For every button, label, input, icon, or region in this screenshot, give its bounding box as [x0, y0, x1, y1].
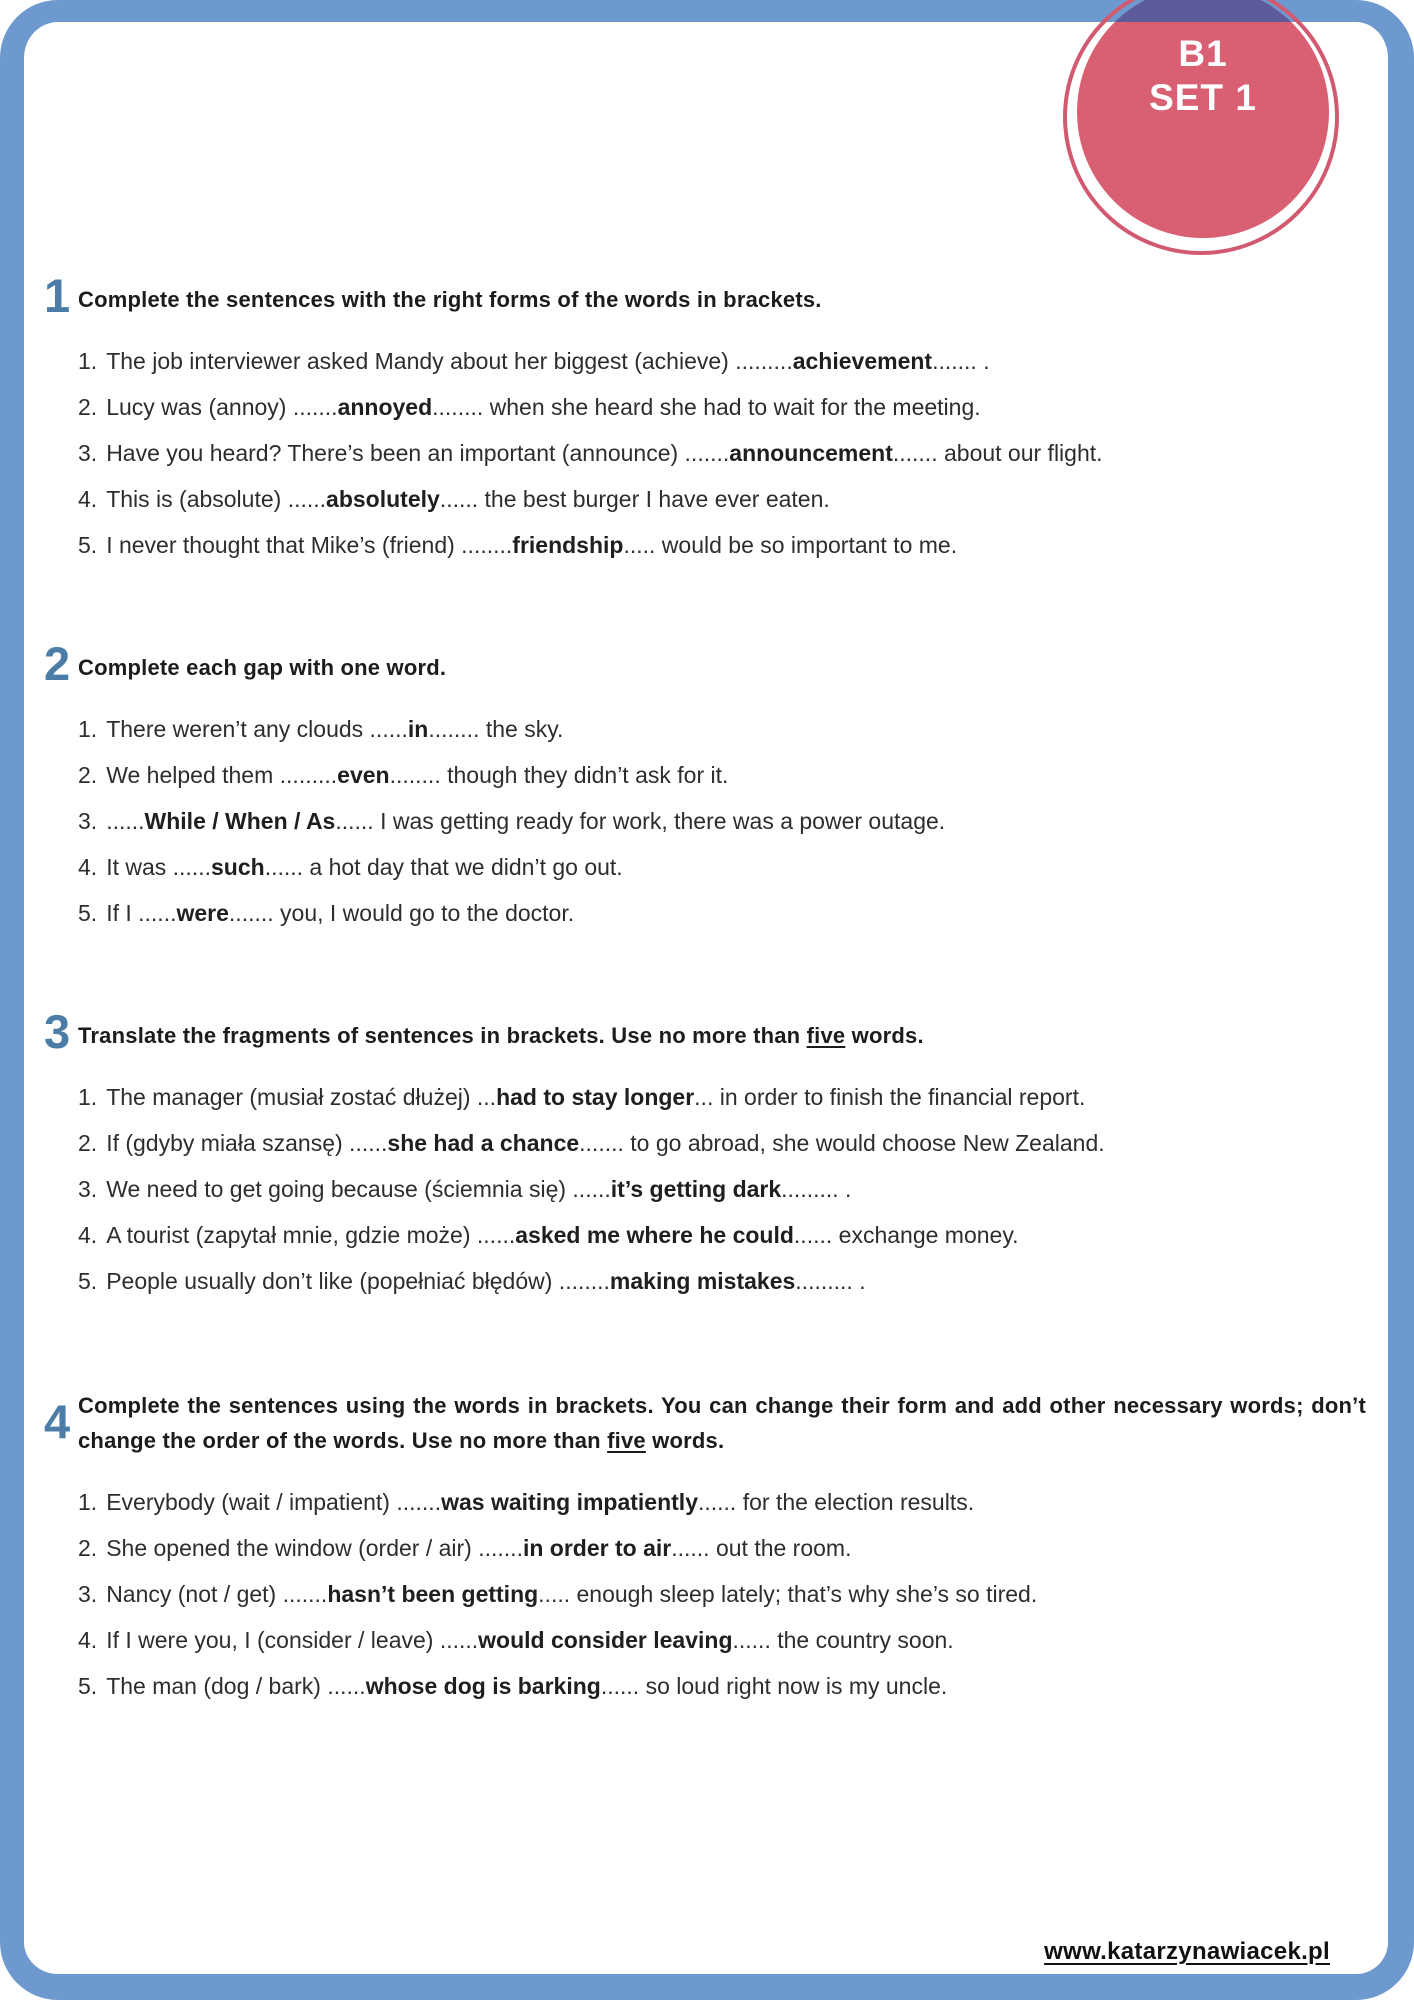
sentence-number: 1. — [78, 348, 98, 375]
exercise-items — [78, 1083, 1366, 1296]
plain-text: We need to get going because (ściemnia się) ...... — [106, 1176, 611, 1203]
answer-text: While / When / As — [144, 808, 336, 835]
answer-text: was waiting impatiently — [441, 1489, 698, 1516]
sentence-item — [78, 531, 1366, 560]
sentence-number: 4. — [78, 854, 98, 881]
underlined-text: five — [607, 1428, 646, 1454]
plain-text: Complete the sentences using the words in brackets. You can change their form and add other necessary words; don’t change the order of the words. Use no more than — [78, 1393, 1366, 1454]
exercise-4-section — [44, 1388, 1366, 1718]
plain-text: ...... a hot day that we didn’t go out. — [264, 854, 623, 881]
plain-text: Lucy was (annoy) ....... — [106, 394, 338, 421]
plain-text: Translate the fragments of sentences in brackets. Use no more than — [78, 1023, 807, 1048]
sentence-number: 5. — [78, 1268, 98, 1295]
exercise-title — [78, 1388, 1366, 1458]
plain-text: ......... . — [795, 1268, 866, 1295]
plain-text: Have you heard? There’s been an important (announce) ....... — [106, 440, 730, 467]
answer-text: were — [176, 900, 229, 927]
answer-text: whose dog is barking — [365, 1673, 601, 1700]
exercise-items — [78, 1488, 1366, 1701]
answer-text: annoyed — [337, 394, 433, 421]
sentence-number: 4. — [78, 486, 98, 513]
sentence-item — [78, 485, 1366, 514]
plain-text: If I ...... — [106, 900, 177, 927]
sentence-item — [78, 1083, 1366, 1112]
plain-text: There weren’t any clouds ...... — [106, 716, 408, 743]
exercise-3-section — [44, 1005, 1366, 1313]
sentence-item — [78, 1267, 1366, 1296]
sentence-number: 3. — [78, 1581, 98, 1608]
sentence-item — [78, 761, 1366, 790]
sentence-item — [78, 1221, 1366, 1250]
exercise-number: 3 — [44, 1005, 70, 1058]
plain-text: ....... to go abroad, she would choose New Zealand. — [579, 1130, 1105, 1157]
sentence-number: 5. — [78, 1673, 98, 1700]
plain-text: ..... enough sleep lately; that’s why she’s so tired. — [538, 1581, 1038, 1608]
sentence-item — [78, 853, 1366, 882]
sentence-item — [78, 715, 1366, 744]
footer-website-link[interactable]: www.katarzynawiacek.pl — [1044, 1938, 1330, 1965]
sentence-item — [78, 1175, 1366, 1204]
answer-text: had to stay longer — [496, 1084, 695, 1111]
sentence-number: 3. — [78, 808, 98, 835]
plain-text: If I were you, I (consider / leave) ...... — [106, 1627, 479, 1654]
plain-text: ........ though they didn’t ask for it. — [389, 762, 729, 789]
exercise-items — [78, 347, 1366, 560]
plain-text: ......... . — [781, 1176, 852, 1203]
plain-text: She opened the window (order / air) ....... — [106, 1535, 523, 1562]
plain-text: The man (dog / bark) ...... — [106, 1673, 366, 1700]
sentence-number: 3. — [78, 1176, 98, 1203]
sentence-number: 1. — [78, 1084, 98, 1111]
sentence-item — [78, 1534, 1366, 1563]
sentence-item — [78, 899, 1366, 928]
exercise-2-section — [44, 637, 1366, 945]
sentence-item — [78, 347, 1366, 376]
badge-level-label: B1 — [1178, 33, 1228, 74]
plain-text: ...... the best burger I have ever eaten. — [439, 486, 830, 513]
answer-text: she had a chance — [387, 1130, 580, 1157]
sentence-number: 2. — [78, 394, 98, 421]
answer-text: hasn’t been getting — [327, 1581, 539, 1608]
answer-text: absolutely — [326, 486, 440, 513]
answer-text: such — [211, 854, 265, 881]
answer-text: making mistakes — [609, 1268, 796, 1295]
sentence-item — [78, 807, 1366, 836]
exercise-title — [78, 650, 1366, 685]
answer-text: even — [337, 762, 390, 789]
sentence-number: 5. — [78, 532, 98, 559]
sentence-number: 2. — [78, 1535, 98, 1562]
plain-text: words. — [845, 1023, 924, 1048]
plain-text: ....... you, I would go to the doctor. — [228, 900, 575, 927]
plain-text: The job interviewer asked Mandy about her biggest (achieve) ......... — [106, 348, 793, 375]
plain-text: We helped them ......... — [106, 762, 338, 789]
sentence-item — [78, 1488, 1366, 1517]
plain-text: I never thought that Mike’s (friend) ........ — [106, 532, 513, 559]
answer-text: it’s getting dark — [610, 1176, 782, 1203]
plain-text: Nancy (not / get) ....... — [106, 1581, 328, 1608]
sentence-number: 2. — [78, 1130, 98, 1157]
plain-text: Complete the sentences with the right forms of the words in brackets. — [78, 287, 822, 312]
plain-text: ........ when she heard she had to wait for the meeting. — [432, 394, 981, 421]
answer-text: achievement — [792, 348, 933, 375]
sentence-number: 5. — [78, 900, 98, 927]
sentence-item — [78, 1626, 1366, 1655]
plain-text: ...... out the room. — [671, 1535, 852, 1562]
plain-text: ....... about our flight. — [892, 440, 1103, 467]
plain-text: Everybody (wait / impatient) ....... — [106, 1489, 442, 1516]
plain-text: It was ...... — [106, 854, 211, 881]
answer-text: in order to air — [522, 1535, 672, 1562]
sentence-item — [78, 1129, 1366, 1158]
sentence-item — [78, 393, 1366, 422]
sentence-number: 4. — [78, 1222, 98, 1249]
answer-text: asked me where he could — [515, 1222, 794, 1249]
exercise-title — [78, 282, 1366, 317]
exercise-1-section — [44, 269, 1366, 577]
answer-text: announcement — [729, 440, 893, 467]
sentence-number: 2. — [78, 762, 98, 789]
plain-text: If (gdyby miała szansę) ...... — [106, 1130, 388, 1157]
plain-text: ...... for the election results. — [697, 1489, 975, 1516]
sentence-item — [78, 1672, 1366, 1701]
plain-text: This is (absolute) ...... — [106, 486, 327, 513]
exercise-number: 4 — [44, 1395, 70, 1448]
plain-text: ...... I was getting ready for work, there was a power outage. — [335, 808, 946, 835]
sentence-number: 4. — [78, 1627, 98, 1654]
exercise-items — [78, 715, 1366, 928]
plain-text: ...... so loud right now is my uncle. — [600, 1673, 948, 1700]
plain-text: Complete each gap with one word. — [78, 655, 447, 680]
sentence-number: 3. — [78, 440, 98, 467]
underlined-text: five — [806, 1023, 846, 1048]
sentence-number: 1. — [78, 716, 98, 743]
answer-text: in — [407, 716, 429, 743]
sentence-number: 1. — [78, 1489, 98, 1516]
answer-text: friendship — [512, 532, 624, 559]
exercise-number: 1 — [44, 269, 70, 322]
sentence-item — [78, 439, 1366, 468]
exercise-title — [78, 1018, 1366, 1053]
plain-text: ....... . — [932, 348, 990, 375]
plain-text: ..... would be so important to me. — [623, 532, 958, 559]
plain-text: ...... the country soon. — [732, 1627, 954, 1654]
plain-text: A tourist (zapytał mnie, gdzie może) ...... — [106, 1222, 516, 1249]
plain-text: ...... exchange money. — [793, 1222, 1019, 1249]
badge-set-label: SET 1 — [1149, 76, 1257, 118]
plain-text: words. — [645, 1428, 725, 1454]
exercise-number: 2 — [44, 637, 70, 690]
plain-text: ...... — [106, 808, 145, 835]
answer-text: would consider leaving — [478, 1627, 733, 1654]
plain-text: ... in order to finish the financial report. — [694, 1084, 1086, 1111]
plain-text: ........ the sky. — [428, 716, 564, 743]
plain-text: People usually don’t like (popełniać błędów) ........ — [106, 1268, 610, 1295]
plain-text: The manager (musiał zostać dłużej) ... — [106, 1084, 497, 1111]
sentence-item — [78, 1580, 1366, 1609]
